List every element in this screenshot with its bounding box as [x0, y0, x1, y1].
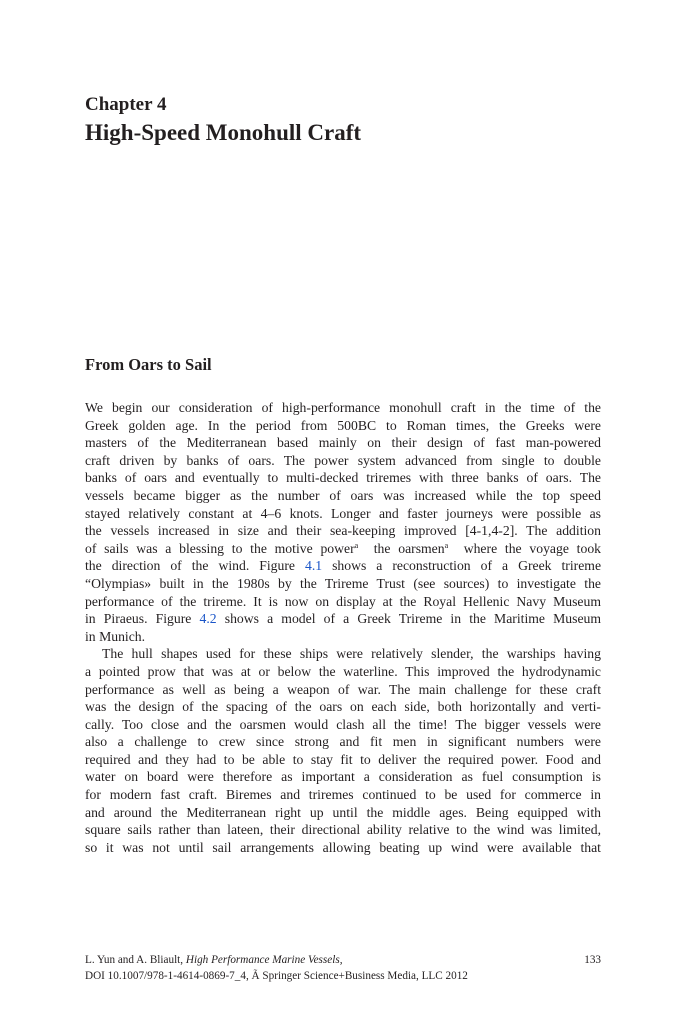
body-line: a pointed prow that was at or below the waterline. This improved the hydrodynamic	[85, 663, 601, 679]
body-line: stayed relatively constant at 4–6 knots. Longer and faster journeys were possible as	[85, 505, 601, 521]
body-line: Greek golden age. In the period from 500BC to Roman times, the Greeks were	[85, 417, 601, 433]
citation-authors: L. Yun and A. Bliault,	[85, 954, 184, 966]
citation-book-title: High Performance Marine Vessels,	[185, 954, 343, 966]
body-line: square sails rather than lateen, their directional ability relative to the wind was limited,	[85, 822, 601, 838]
body-line: craft driven by banks of oars. The power system advanced from single to double	[85, 452, 601, 468]
body-line: The hull shapes used for these ships were relatively slender, the warships having	[102, 646, 601, 662]
body-line: cally. Too close and the oarsmen would clash all the time! The bigger vessels were	[85, 716, 601, 732]
body-text-span: shows a reconstruction of a Greek trireme	[332, 558, 602, 574]
body-line: also a challenge to crew since strong and fit men in significant numbers were	[85, 734, 601, 750]
body-line	[85, 610, 601, 628]
body-line: required and they had to be able to stay fit to deliver the required power. Food and	[85, 751, 601, 767]
body-line: performance of the trireme. It is now on display at the Royal Hellenic Navy Museum	[85, 593, 601, 609]
section-heading: From Oars to Sail	[85, 355, 212, 374]
footnote-marker[interactable]: a	[444, 540, 449, 550]
body-text-span: where the voyage took	[463, 540, 602, 556]
figure-link[interactable]: 4.2	[199, 611, 217, 627]
body-line: was the design of the spacing of the oars on each side, both horizontally and verti-	[85, 699, 601, 715]
body-line: for modern fast craft. Biremes and triremes continued to be used for commerce in	[85, 787, 601, 803]
body-line: in Munich.	[85, 628, 146, 644]
body-line: vessels became bigger as the number of oars was increased while the top speed	[85, 487, 601, 503]
body-text	[85, 399, 601, 856]
body-text-span: of sails was a blessing to the motive power	[85, 540, 355, 556]
body-line	[85, 557, 601, 575]
body-line	[85, 540, 601, 558]
body-line: water on board were therefore as important a consideration as fuel consumption is	[85, 769, 601, 785]
figure-link[interactable]: 4.1	[304, 558, 323, 574]
chapter-title: High-Speed Monohull Craft	[85, 120, 362, 145]
body-line: so it was not until sail arrangements allowing beating up wind were available that	[85, 839, 601, 855]
page-footer	[85, 952, 601, 984]
page-number: 133	[584, 954, 601, 966]
body-line: and around the Mediterranean right up until the middle ages. Being equipped with	[85, 804, 601, 820]
body-text-span: the oarsmen	[373, 540, 445, 556]
chapter-label: Chapter 4	[85, 94, 167, 115]
body-line: the vessels increased in size and their sea-keeping improved [4-1,4-2]. The addition	[85, 523, 601, 539]
body-text-span: in Piraeus. Figure	[85, 611, 192, 627]
doi-line: DOI 10.1007/978-1-4614-0869-7_4, Ã Springer Science+Business Media, LLC 2012	[85, 970, 468, 982]
citation-line	[85, 952, 343, 968]
body-line: masters of the Mediterranean based mainly on their design of fast man-powered	[85, 435, 601, 451]
body-line: We begin our consideration of high-performance monohull craft in the time of the	[85, 400, 601, 415]
body-line: “Olympias» built in the 1980s by the Trireme Trust (see sources) to investigate the	[85, 575, 601, 591]
body-text-span: shows a model of a Greek Trireme in the Maritime Museum	[224, 611, 602, 627]
body-text-span: the direction of the wind. Figure	[85, 558, 295, 574]
body-line: banks of oars and eventually to multi-decked triremes with three banks of oars. The	[85, 470, 601, 486]
body-line: performance as well as being a weapon of war. The main challenge for these craft	[85, 681, 601, 697]
footnote-marker[interactable]: a	[354, 540, 359, 550]
